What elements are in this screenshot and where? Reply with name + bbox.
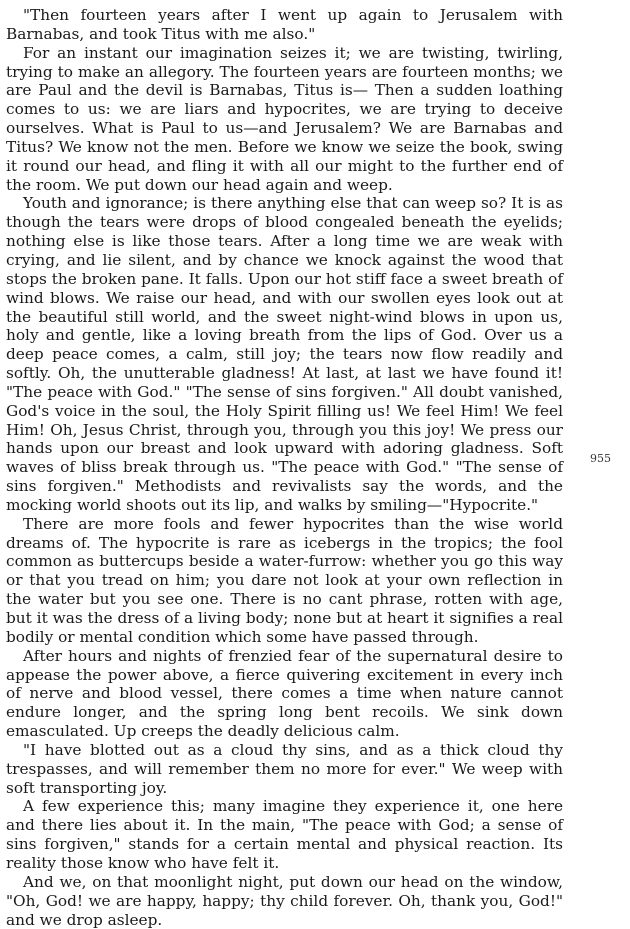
page-text	[6, 6, 563, 929]
paragraph: After hours and nights of frenzied fear of the supernatural desire to appease the power above, a fierce quivering excitement in every inch of nerve and blood vessel, there comes a time when nature cannot endure longer, and the spring long bent recoils. We sink down emasculated. Up creeps the deadly delicious calm.	[6, 646, 563, 741]
line-number: 955	[590, 452, 611, 465]
paragraph: A few experience this; many imagine they experience it, one here and there lies about it. In the main, "The peace with God; a sense of sins forgiven," stands for a certain mental and physical reaction. Its reality those know who have felt it.	[6, 797, 563, 872]
paragraph: And we, on that moonlight night, put down our head on the window, "Oh, God! we are happy, happy; thy child forever. Oh, thank you, God!" and we drop asleep.	[6, 872, 563, 929]
paragraph: For an instant our imagination seizes it; we are twisting, twirling, trying to make an allegory. The fourteen years are fourteen months; we are Paul and the devil is Barnabas, Titus is— Then a sudden loathing comes to us: we are liars and hypocrites, we are trying to deceive ourselves. What is Paul to us—and Jerusalem? We are Barnabas and Titus? We know not the men. Before we know we seize the book, swing it round our head, and fling it with all our might to the further end of the room. We put down our head again and weep.	[6, 43, 563, 194]
paragraph: Youth and ignorance; is there anything else that can weep so? It is as though the tears were drops of blood congealed beneath the eyelids; nothing else is like those tears. After a long time we are weak with crying, and lie silent, and by chance we knock against the wood that stops the broken pane. It falls. Upon our hot stiff face a sweet breath of wind blows. We raise our head, and with our swollen eyes look out at the beautiful still world, and the sweet night-wind blows in upon us, holy and gentle, like a loving breath from the lips of God. Over us a deep peace comes, a calm, still joy; the tears now flow readily and softly. Oh, the unutterable gladness! At last, at last we have found it! "The peace with God." "The sense of sins forgiven." All doubt vanished, God's voice in the soul, the Holy Spirit filling us! We feel Him! We feel Him! Oh, Jesus Christ, through you, through you this joy! We press our hands upon our breast and look upward with adoring gladness. Soft waves of bliss break through us. "The peace with God." "The sense of sins forgiven." Methodists and revivalists say the words, and the mocking world shoots out its lip, and walks by smiling—"Hypocrite."	[6, 194, 563, 514]
paragraph: "Then fourteen years after I went up again to Jerusalem with Barnabas, and took Titus with me also."	[6, 6, 563, 43]
paragraph: There are more fools and fewer hypocrites than the wise world dreams of. The hypocrite is rare as icebergs in the tropics; the fool common as buttercups beside a water-furrow: whether you go this way or that you tread on him; you dare not look at your own reflection in the water but you see one. There is no cant phrase, rotten with age, but it was the dress of a living body; none but at heart it signifies a real bodily or mental condition which some have passed through.	[6, 514, 563, 646]
paragraph: "I have blotted out as a cloud thy sins, and as a thick cloud thy trespasses, and will remember them no more for ever." We weep with soft transporting joy.	[6, 740, 563, 797]
